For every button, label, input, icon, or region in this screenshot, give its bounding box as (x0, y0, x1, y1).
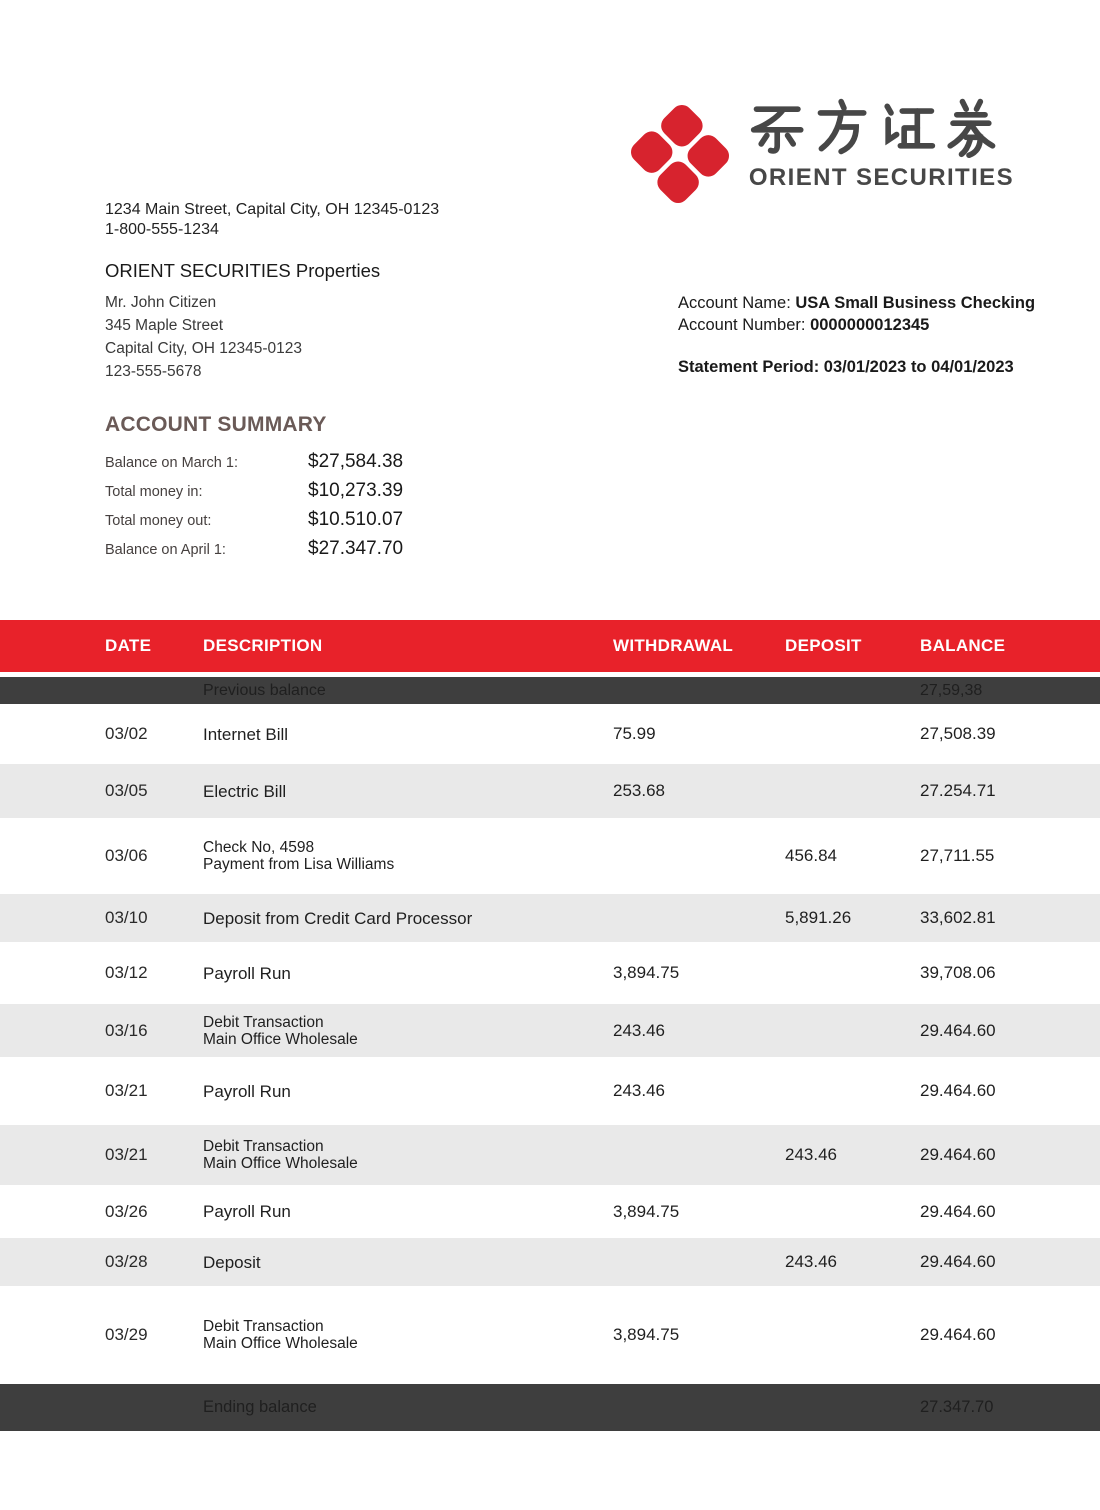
description-line: Payment from Lisa Williams (203, 856, 395, 873)
table-row (0, 704, 1100, 764)
ending-balance-row (0, 1384, 1100, 1431)
table-header-row (0, 620, 1100, 672)
summary-label: Balance on March 1: (105, 455, 238, 471)
account-number-value: 0000000012345 (810, 316, 930, 334)
description-line: Deposit from Credit Card Processor (203, 908, 473, 928)
description-line: Payroll Run (203, 1081, 291, 1101)
table-row (0, 942, 1100, 1004)
description-line: Internet Bill (203, 724, 289, 744)
summary-row (105, 509, 525, 538)
cell-description (203, 1138, 613, 1172)
cell-balance: 29.464.60 (920, 1020, 996, 1040)
previous-balance-value: 27,59,38 (920, 681, 983, 699)
header-date: DATE (105, 636, 152, 655)
account-number-label: Account Number: (678, 316, 811, 334)
cell-balance: 27,711.55 (920, 846, 995, 865)
account-name-label: Account Name: (678, 294, 796, 312)
cell-description (203, 1318, 613, 1352)
cell-withdrawal: 3,894.75 (613, 963, 680, 982)
summary-label: Total money in: (105, 484, 203, 500)
cell-balance: 33,602.81 (920, 908, 996, 927)
cell-date: 03/16 (105, 1020, 148, 1040)
description-line: Main Office Wholesale (203, 1335, 358, 1352)
summary-row (105, 480, 525, 509)
header-deposit: DEPOSIT (785, 636, 862, 655)
table-row (0, 764, 1100, 818)
cell-balance: 27.254.71 (920, 781, 996, 800)
summary-value: $10.510.07 (308, 509, 404, 530)
description-line: Main Office Wholesale (203, 1030, 358, 1048)
table-row (0, 1185, 1100, 1238)
logo-latin-name: ORIENT SECURITIES (748, 164, 1014, 191)
cell-deposit: 243.46 (785, 1252, 837, 1271)
header-balance: BALANCE (920, 636, 1006, 655)
statement-period: Statement Period: 03/01/2023 to 04/01/2023 (678, 358, 1014, 376)
sender-block (105, 200, 439, 240)
cell-withdrawal: 75.99 (613, 724, 656, 743)
cell-deposit: 5,891.26 (785, 908, 852, 927)
recipient-line: Mr. John Citizen (105, 294, 217, 311)
cell-withdrawal: 253.68 (613, 781, 665, 800)
summary-value: $27.347.70 (308, 538, 404, 559)
orient-securities-logo (623, 96, 1014, 210)
description-line: Check No, 4598 (203, 839, 315, 856)
description-line: Debit Transaction (203, 1318, 324, 1335)
description-line: Main Office Wholesale (203, 1155, 358, 1172)
cell-balance: 39,708.06 (920, 963, 996, 982)
sender-address: 1234 Main Street, Capital City, OH 12345-0123 (105, 201, 440, 218)
description-line: Payroll Run (203, 1202, 291, 1221)
recipient-line: 123-555-5678 (105, 363, 202, 380)
description-line: Debit Transaction (203, 1138, 324, 1155)
summary-label: Total money out: (105, 513, 212, 529)
cell-description (203, 839, 613, 873)
cell-date: 03/21 (105, 1145, 148, 1164)
summary-value: $27,584.38 (308, 451, 404, 472)
cell-deposit: 456.84 (785, 846, 837, 865)
cell-balance: 27,508.39 (920, 724, 996, 743)
recipient-line: 345 Maple Street (105, 317, 224, 334)
cell-balance: 29.464.60 (920, 1201, 996, 1221)
description-line: Electric Bill (203, 781, 287, 801)
sender-phone: 1-800-555-1234 (105, 221, 219, 238)
cell-withdrawal: 3,894.75 (613, 1201, 680, 1221)
transactions-rows (0, 704, 1100, 1384)
cell-deposit: 243.46 (785, 1145, 837, 1164)
table-row (0, 1238, 1100, 1286)
cell-description (203, 1014, 613, 1048)
summary-row (105, 538, 525, 567)
cell-date: 03/12 (105, 963, 148, 982)
ending-balance-value: 27.347.70 (920, 1398, 994, 1416)
cell-balance: 29.464.60 (920, 1081, 996, 1100)
account-name-value: USA Small Business Checking (795, 294, 1036, 312)
cell-balance: 29.464.60 (920, 1252, 996, 1271)
transactions-table (0, 620, 1100, 1431)
recipient-block (105, 260, 380, 383)
summary-label: Balance on April 1: (105, 542, 226, 558)
cell-date: 03/05 (105, 781, 148, 800)
cell-balance: 29.464.60 (920, 1145, 996, 1164)
cell-description (203, 909, 613, 928)
description-line: Debit Transaction (203, 1013, 324, 1031)
orient-chinese-wordmark (749, 96, 1001, 158)
cell-withdrawal: 243.46 (613, 1081, 665, 1100)
account-info (678, 292, 1035, 336)
cell-description (203, 1253, 613, 1272)
header-withdrawal: WITHDRAWAL (613, 636, 734, 655)
account-number-line (678, 314, 1035, 336)
cell-date: 03/10 (105, 908, 148, 927)
recipient-line: Capital City, OH 12345-0123 (105, 340, 303, 357)
cell-withdrawal: 3,894.75 (613, 1325, 680, 1344)
account-summary-title: ACCOUNT SUMMARY (105, 413, 327, 436)
previous-balance-label: Previous balance (203, 681, 326, 699)
cell-date: 03/21 (105, 1081, 148, 1100)
cell-description (203, 1202, 613, 1221)
recipient-company: ORIENT SECURITIES Properties (105, 260, 381, 281)
pinwheel-diamond-icon (623, 98, 737, 210)
description-line: Deposit (203, 1252, 261, 1272)
cell-balance: 29.464.60 (920, 1325, 996, 1344)
cell-date: 03/26 (105, 1201, 148, 1221)
summary-value: $10,273.39 (308, 480, 404, 501)
summary-row (105, 451, 525, 480)
cell-description (203, 782, 613, 801)
cell-description (203, 964, 613, 983)
cell-description (203, 725, 613, 744)
cell-date: 03/06 (105, 846, 148, 865)
table-row (0, 894, 1100, 942)
cell-date: 03/29 (105, 1325, 148, 1344)
account-name-line (678, 292, 1035, 314)
previous-balance-row (0, 677, 1100, 704)
table-row (0, 1286, 1100, 1384)
table-row (0, 1057, 1100, 1125)
recipient-lines (105, 291, 380, 383)
table-row (0, 818, 1100, 894)
cell-date: 03/02 (105, 724, 148, 743)
cell-date: 03/28 (105, 1252, 148, 1271)
summary-rows (105, 451, 525, 567)
header-description: DESCRIPTION (203, 636, 323, 655)
cell-description (203, 1082, 613, 1101)
account-summary (105, 413, 525, 567)
ending-balance-label: Ending balance (203, 1398, 317, 1416)
cell-withdrawal: 243.46 (613, 1020, 665, 1040)
table-row (0, 1125, 1100, 1185)
logo-text (749, 96, 1014, 192)
table-row (0, 1004, 1100, 1057)
description-line: Payroll Run (203, 963, 291, 983)
